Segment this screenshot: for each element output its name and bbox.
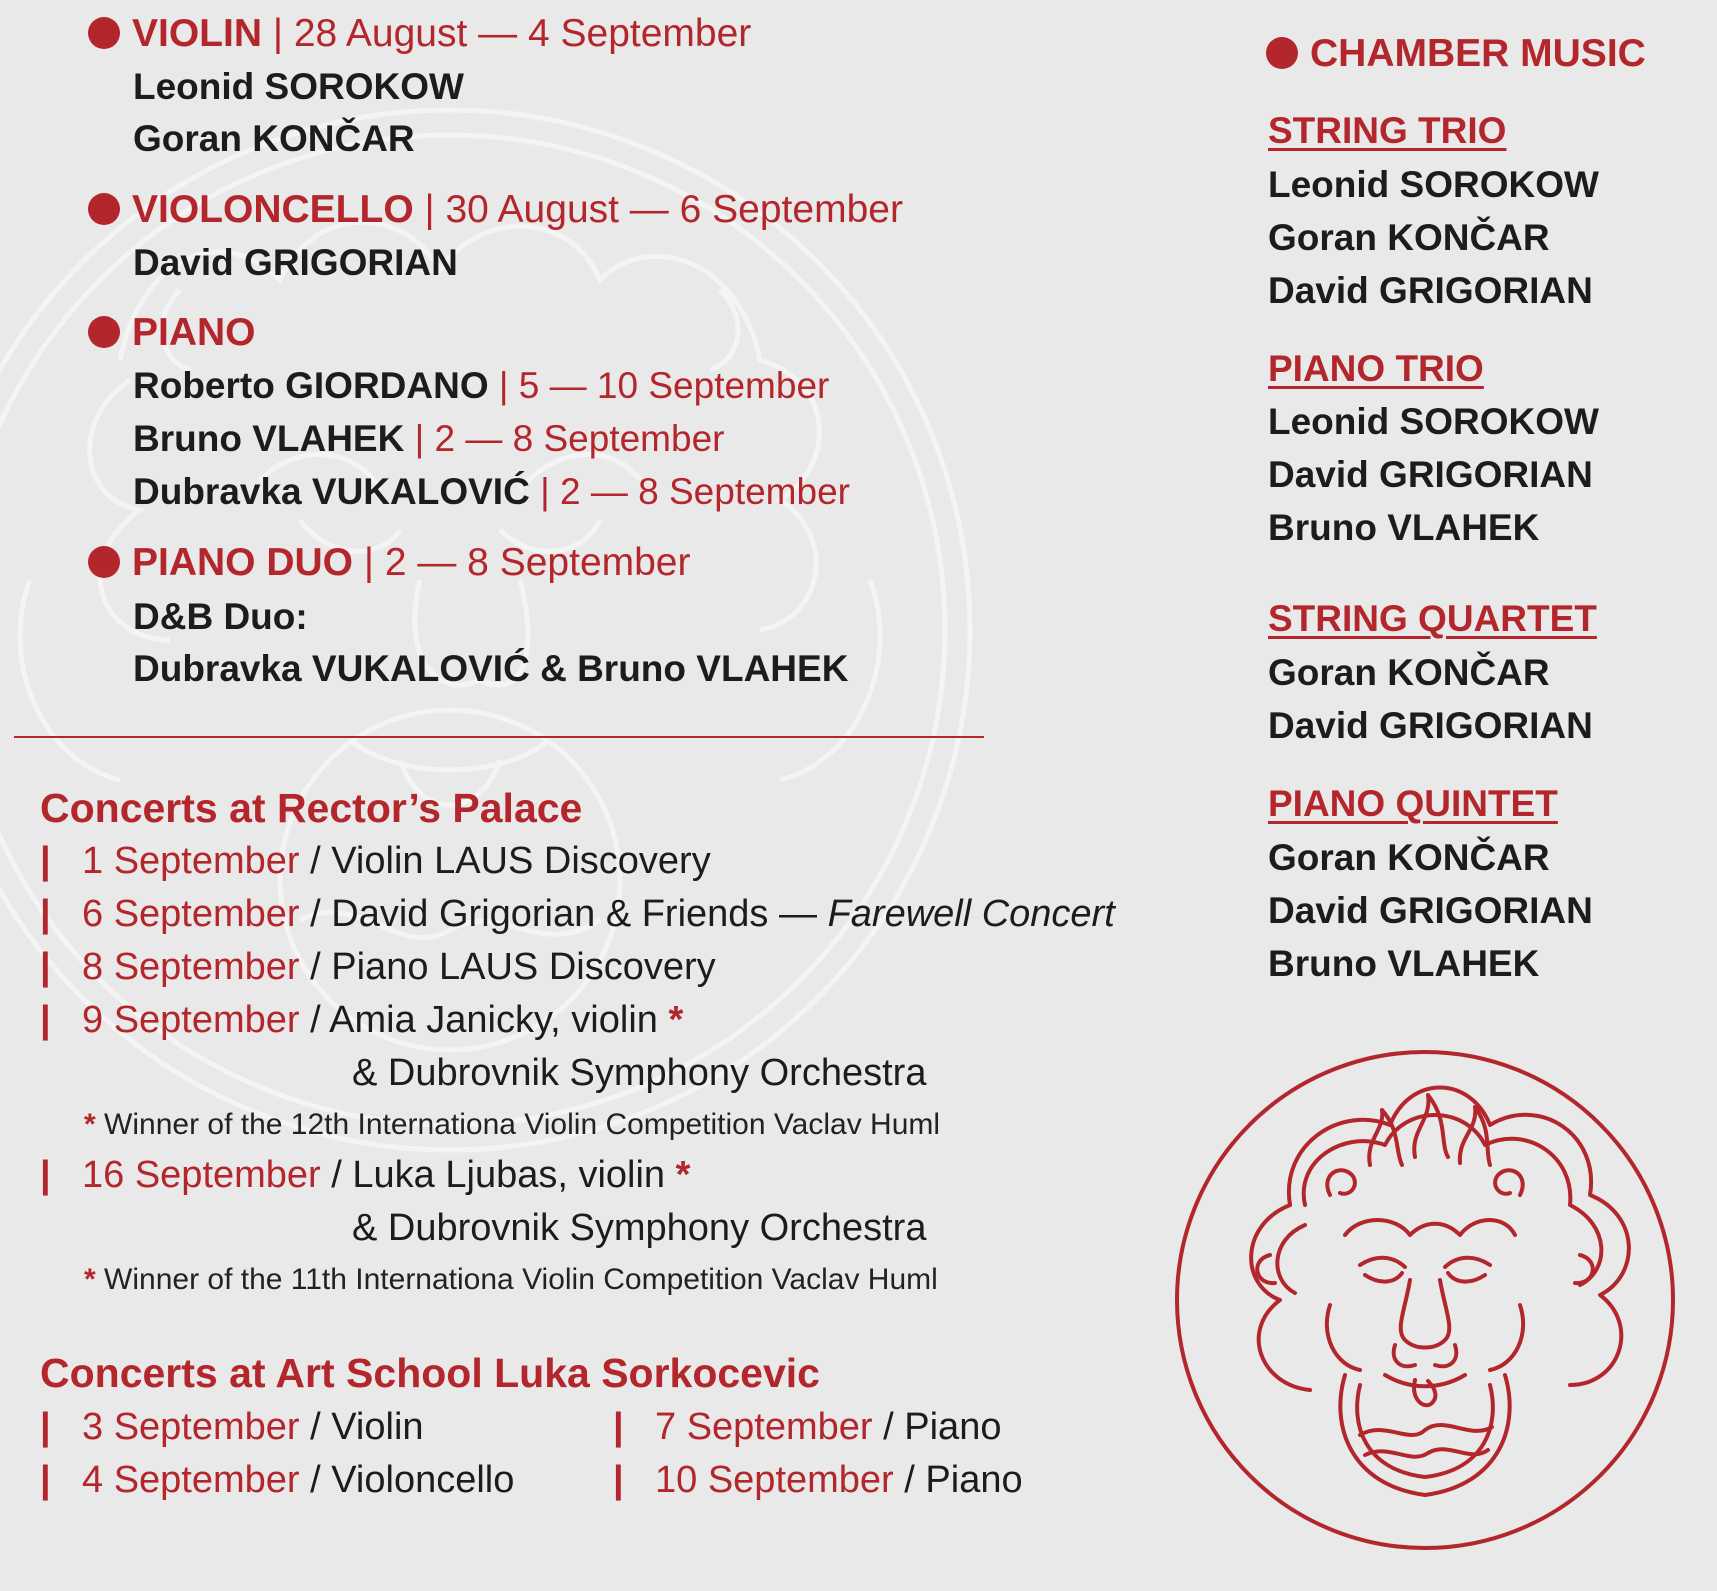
concert-row: | 9 September / Amia Janicky, violin * bbox=[40, 999, 684, 1041]
course-violoncello-heading: VIOLONCELLO | 30 August — 6 September bbox=[88, 188, 903, 232]
concert-row: | 4 September / Violoncello bbox=[40, 1459, 515, 1501]
bullet-icon bbox=[1266, 37, 1298, 69]
chamber-group-title: PIANO TRIO bbox=[1268, 348, 1484, 389]
chamber-member: David GRIGORIAN bbox=[1268, 454, 1593, 495]
chamber-member: David GRIGORIAN bbox=[1268, 705, 1593, 746]
chamber-member: Bruno VLAHEK bbox=[1268, 943, 1540, 984]
chamber-member: David GRIGORIAN bbox=[1268, 270, 1593, 311]
teacher-name: Dubravka VUKALOVIĆ & Bruno VLAHEK bbox=[133, 648, 849, 689]
concert-row-continuation: & Dubrovnik Symphony Orchestra bbox=[352, 1052, 927, 1094]
concert-row: | 1 September / Violin LAUS Discovery bbox=[40, 840, 711, 882]
lion-head-door-knocker-icon bbox=[1170, 1045, 1680, 1555]
chamber-member: Leonid SOROKOW bbox=[1268, 401, 1599, 442]
teacher-with-dates: Roberto GIORDANO | 5 — 10 September bbox=[133, 365, 830, 406]
chamber-member: Bruno VLAHEK bbox=[1268, 507, 1540, 548]
footnote: * Winner of the 12th Internationa Violin Competition Vaclav Huml bbox=[84, 1108, 941, 1141]
bullet-icon bbox=[88, 546, 120, 578]
teacher-name: D&B Duo: bbox=[133, 596, 308, 637]
concert-row: | 10 September / Piano bbox=[613, 1459, 1023, 1501]
concert-row-continuation: & Dubrovnik Symphony Orchestra bbox=[352, 1207, 927, 1249]
teacher-name: Leonid SOROKOW bbox=[133, 66, 464, 107]
bullet-icon bbox=[88, 316, 120, 348]
art-school-heading: Concerts at Art School Luka Sorkocevic bbox=[40, 1350, 820, 1396]
teacher-with-dates: Dubravka VUKALOVIĆ | 2 — 8 September bbox=[133, 471, 850, 512]
concert-row: | 8 September / Piano LAUS Discovery bbox=[40, 946, 716, 988]
chamber-member: Goran KONČAR bbox=[1268, 837, 1550, 878]
chamber-group-title: STRING QUARTET bbox=[1268, 598, 1597, 639]
chamber-group-title: PIANO QUINTET bbox=[1268, 783, 1558, 824]
bullet-icon bbox=[88, 193, 120, 225]
chamber-member: Goran KONČAR bbox=[1268, 217, 1550, 258]
concert-row: | 16 September / Luka Ljubas, violin * bbox=[40, 1154, 691, 1196]
course-piano-heading: PIANO bbox=[88, 311, 256, 355]
bullet-icon bbox=[88, 17, 120, 49]
teacher-name: Goran KONČAR bbox=[133, 118, 415, 159]
teacher-with-dates: Bruno VLAHEK | 2 — 8 September bbox=[133, 418, 725, 459]
chamber-member: Leonid SOROKOW bbox=[1268, 164, 1599, 205]
footnote: * Winner of the 11th Internationa Violin Competition Vaclav Huml bbox=[84, 1263, 938, 1296]
chamber-music-heading: CHAMBER MUSIC bbox=[1266, 32, 1646, 76]
rector-palace-heading: Concerts at Rector’s Palace bbox=[40, 785, 583, 831]
concert-row: | 6 September / David Grigorian & Friends — Farewell Concert bbox=[40, 893, 1115, 935]
chamber-member: David GRIGORIAN bbox=[1268, 890, 1593, 931]
concert-row: | 3 September / Violin bbox=[40, 1406, 424, 1448]
course-violin-heading: VIOLIN | 28 August — 4 September bbox=[88, 12, 751, 56]
concert-row: | 7 September / Piano bbox=[613, 1406, 1002, 1448]
chamber-group-title: STRING TRIO bbox=[1268, 110, 1507, 151]
section-divider bbox=[14, 736, 984, 738]
teacher-name: David GRIGORIAN bbox=[133, 242, 458, 283]
chamber-member: Goran KONČAR bbox=[1268, 652, 1550, 693]
course-piano-duo-heading: PIANO DUO | 2 — 8 September bbox=[88, 541, 690, 585]
